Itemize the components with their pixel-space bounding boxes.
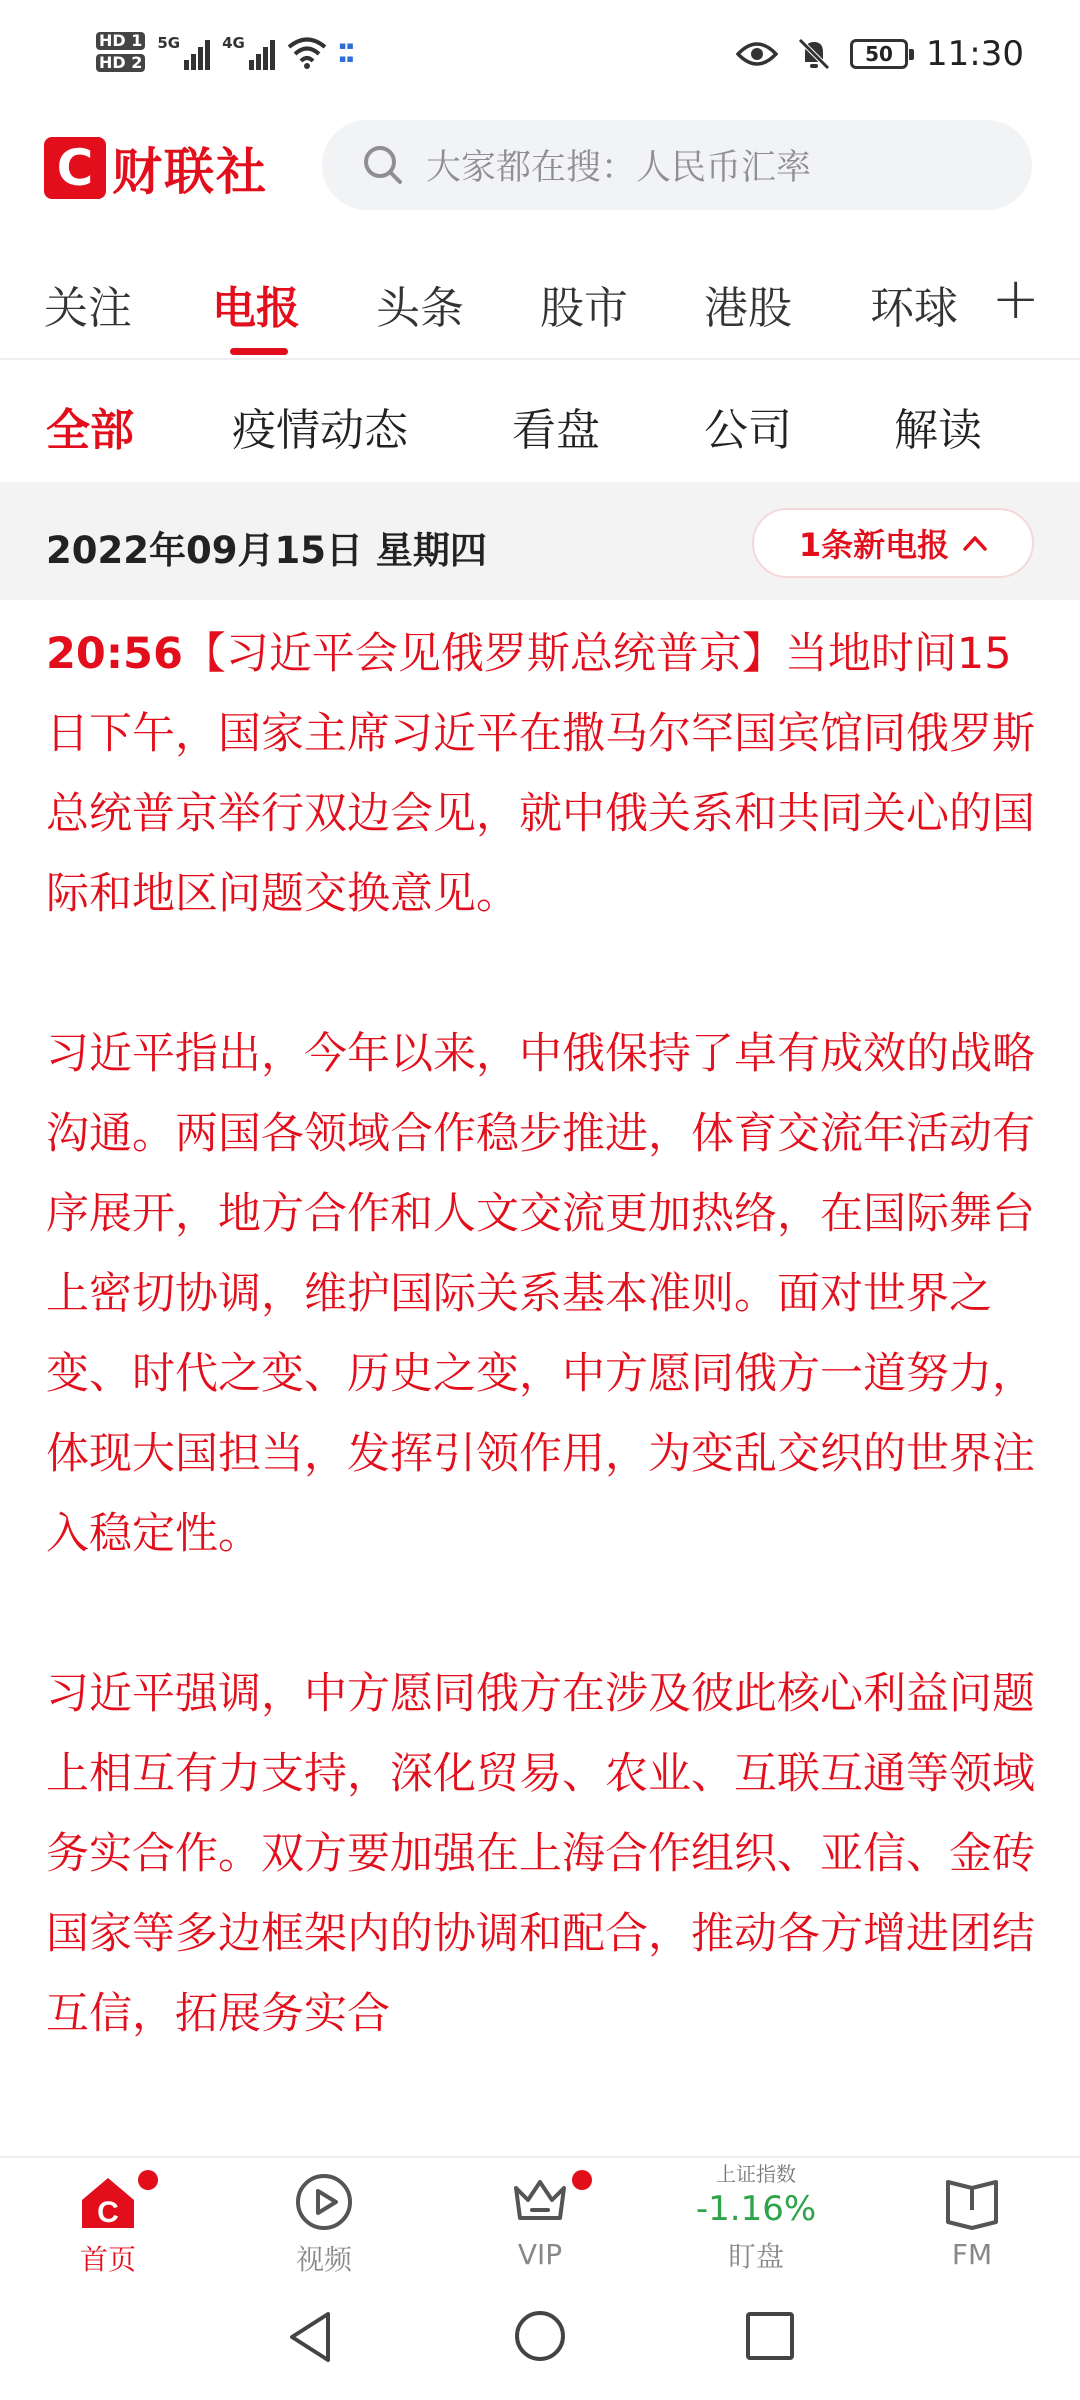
date-label: 2022年09月15日 星期四: [46, 529, 487, 572]
back-icon[interactable]: [284, 2308, 336, 2366]
app-header: [0, 110, 1080, 230]
nav-video[interactable]: [244, 2170, 404, 2278]
play-icon: [292, 2170, 356, 2234]
subtab-all[interactable]: 全部: [46, 405, 134, 456]
status-left: [96, 22, 354, 82]
nav-watch-label: 盯盘: [727, 2240, 784, 2273]
svg-text:C: C: [97, 2196, 119, 2229]
sub-tabs: [0, 362, 1080, 480]
home-icon: [76, 2170, 140, 2234]
eye-icon: [736, 40, 778, 68]
subtab-analysis[interactable]: 解读: [894, 405, 982, 456]
chevron-up-icon: [963, 535, 987, 551]
tab-telegram[interactable]: 电报: [212, 283, 300, 334]
signal-5g-icon: [157, 34, 210, 70]
add-channel-icon[interactable]: +: [991, 264, 1040, 332]
home-notification-dot: [138, 2170, 158, 2190]
article-paragraph-1: 【习近平会见俄罗斯总统普京】当地时间15日下午，国家主席习近平在撒马尔罕国宾馆同俄罗斯总统普京举行双边会见，就中俄关系和共同关心的国际和地区问题交换意见。: [46, 629, 1035, 919]
new-telegram-label: 1条新电报: [798, 526, 950, 564]
subtab-company[interactable]: 公司: [704, 405, 792, 456]
vip-notification-dot: [572, 2170, 592, 2190]
search-placeholder: 大家都在搜：人民币汇率: [426, 148, 812, 188]
search-icon: [362, 144, 404, 186]
recents-icon[interactable]: [744, 2310, 796, 2362]
logo-mark: C: [44, 137, 106, 199]
nav-vip-label: VIP: [517, 2238, 563, 2271]
nav-watch[interactable]: [676, 2162, 836, 2275]
mute-bell-icon: [796, 36, 832, 72]
home-circle-icon[interactable]: [512, 2308, 568, 2364]
telegram-article[interactable]: [46, 614, 1036, 2154]
status-right: [736, 22, 1024, 86]
book-icon: [940, 2170, 1004, 2234]
logo-text: 财联社: [112, 143, 268, 201]
tab-follow[interactable]: 关注: [44, 283, 132, 334]
nav-home-label: 首页: [79, 2243, 136, 2276]
channel-tabs: [0, 250, 1080, 360]
hd-indicators: [96, 32, 145, 72]
tab-hk-stocks[interactable]: 港股: [704, 283, 792, 334]
tab-stocks[interactable]: 股市: [540, 283, 628, 334]
signal-4g-icon: [222, 34, 275, 70]
tab-global[interactable]: 环球: [870, 283, 958, 334]
index-name: 上证指数: [716, 2162, 796, 2186]
clock: 11:30: [926, 34, 1024, 74]
subtab-epidemic[interactable]: 疫情动态: [232, 405, 408, 456]
date-bar: [0, 482, 1080, 600]
nav-fm-label: FM: [951, 2238, 993, 2271]
signal-4g-label: 4G: [222, 34, 245, 52]
app-logo[interactable]: [44, 132, 268, 204]
bottom-nav: [0, 2156, 1080, 2282]
article-paragraph: [46, 614, 1036, 934]
system-nav: [0, 2282, 1080, 2400]
article-paragraph-2: 习近平指出，今年以来，中俄保持了卓有成效的战略沟通。两国各领域合作稳步推进，体育交流年活动有序展开，地方合作和人文交流更加热络，在国际舞台上密切协调，维护国际关系基本准则。面对世界之变、时代之变、历史之变，中方愿同俄方一道努力，体现大国担当，发挥引领作用，为变乱交织的世界注入稳定性。: [46, 1029, 1035, 1559]
signal-5g-label: 5G: [157, 34, 181, 52]
search-bar[interactable]: [322, 120, 1032, 210]
index-value: -1.16%: [695, 2189, 817, 2229]
hd-voice-icon: ▪▪ ▪▪: [338, 39, 354, 65]
new-telegram-button[interactable]: [752, 508, 1034, 578]
crown-icon: [508, 2170, 572, 2234]
wifi-icon: [287, 34, 327, 70]
nav-video-label: 视频: [295, 2243, 352, 2276]
article-time: 20:56: [46, 629, 183, 679]
article-paragraph-3: 习近平强调，中方愿同俄方在涉及彼此核心利益问题上相互有力支持，深化贸易、农业、互联互通等领域务实合作。双方要加强在上海合作组织、亚信、金砖国家等多边框架内的协调和配合，推动各方增进团结互信，拓展务实合: [46, 1669, 1035, 2039]
status-bar: [0, 0, 1080, 110]
nav-fm[interactable]: [892, 2170, 1052, 2271]
nav-vip[interactable]: [460, 2170, 620, 2271]
battery-icon: 50: [850, 39, 908, 69]
subtab-market-watch[interactable]: 看盘: [512, 405, 600, 456]
hd1-badge: HD 1: [96, 32, 145, 50]
hd2-badge: HD 2: [96, 54, 145, 72]
tab-headlines[interactable]: 头条: [376, 283, 464, 334]
nav-home[interactable]: [28, 2170, 188, 2278]
active-tab-indicator: [230, 348, 288, 355]
